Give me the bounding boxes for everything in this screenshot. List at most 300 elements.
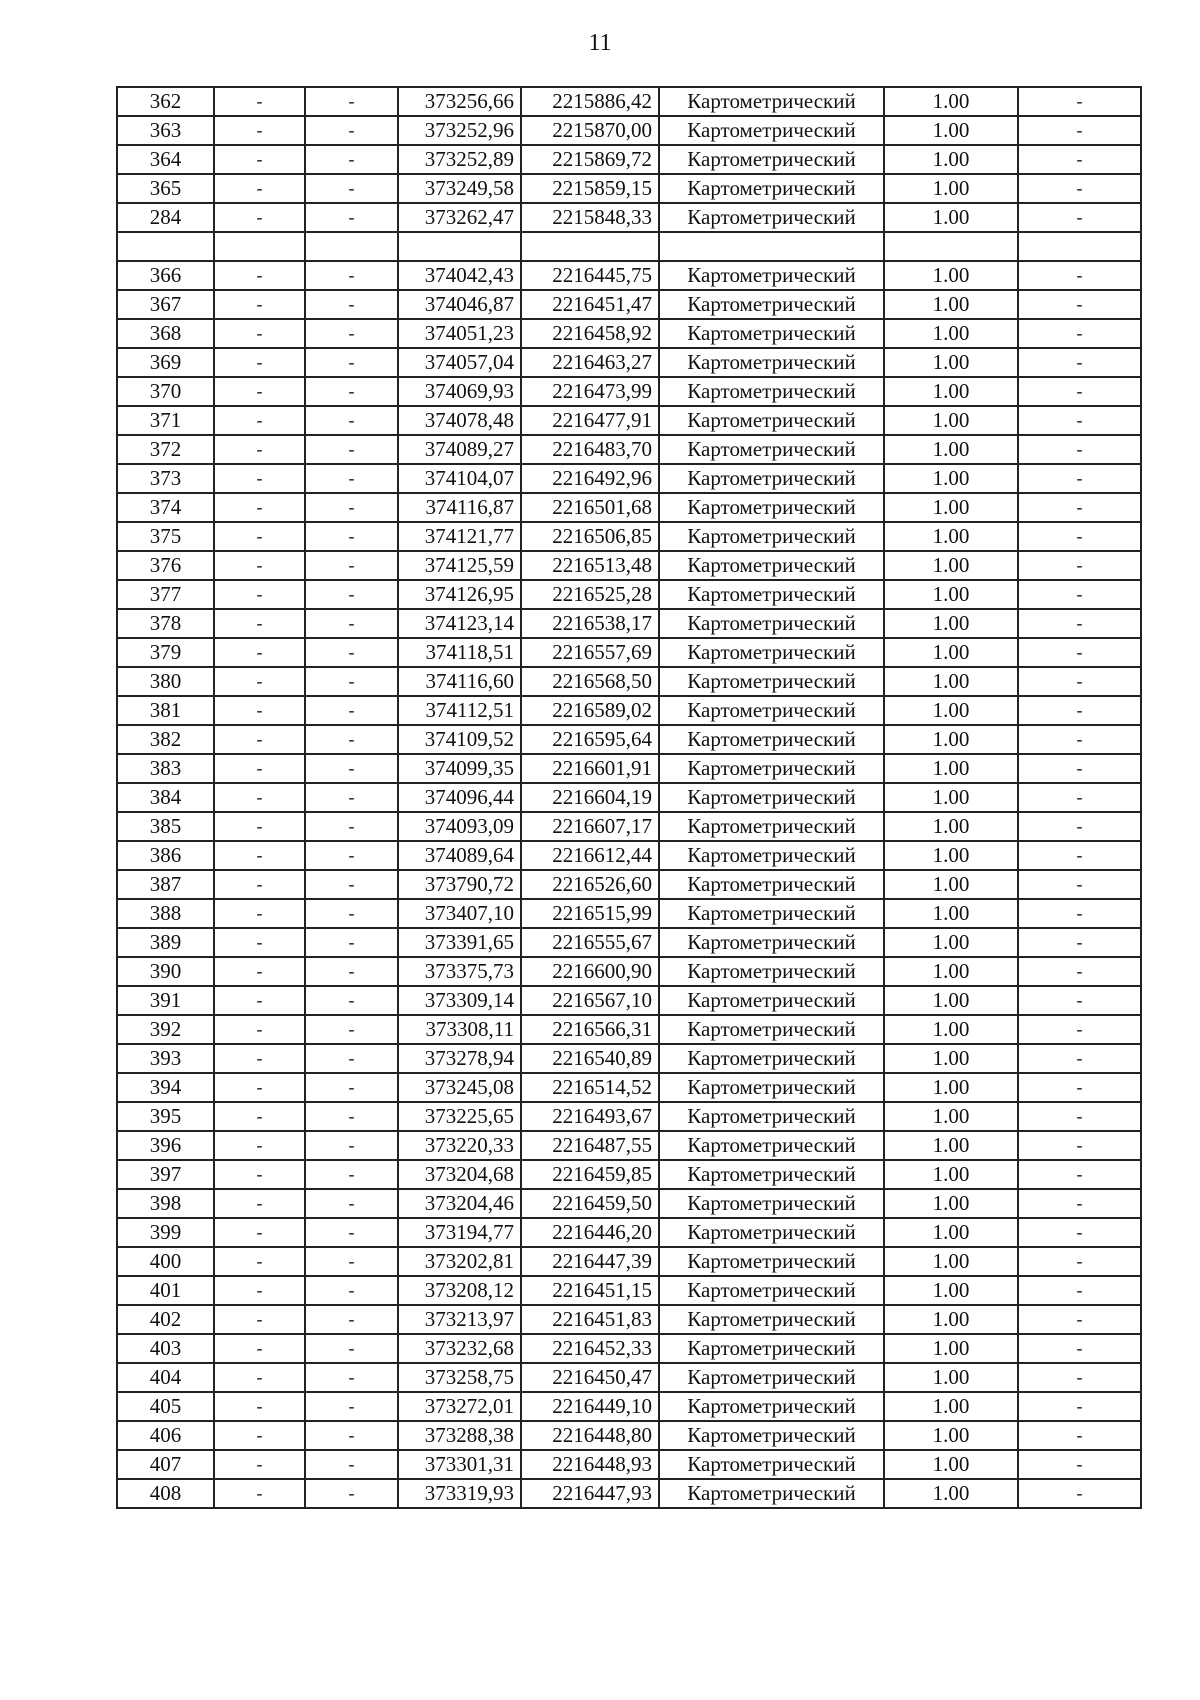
y-coordinate-cell: 2216449,10: [521, 1392, 659, 1421]
point-number-cell: 406: [117, 1421, 214, 1450]
accuracy-cell: 1.00: [884, 1247, 1018, 1276]
x-coordinate-cell: 373194,77: [398, 1218, 521, 1247]
table-row: [117, 1073, 1141, 1102]
dash-cell: -: [1018, 638, 1141, 667]
accuracy-cell: 1.00: [884, 957, 1018, 986]
dash-cell: -: [1018, 522, 1141, 551]
accuracy-cell: 1.00: [884, 290, 1018, 319]
dash-cell: -: [214, 1131, 305, 1160]
table-body: [117, 87, 1141, 1508]
table-row: [117, 580, 1141, 609]
y-coordinate-cell: 2216540,89: [521, 1044, 659, 1073]
x-coordinate-cell: 374109,52: [398, 725, 521, 754]
y-coordinate-cell: 2216604,19: [521, 783, 659, 812]
dash-cell: -: [214, 841, 305, 870]
dash-cell: -: [305, 290, 398, 319]
dash-cell: -: [1018, 87, 1141, 116]
dash-cell: -: [1018, 841, 1141, 870]
x-coordinate-cell: 374096,44: [398, 783, 521, 812]
table-row: [117, 319, 1141, 348]
dash-cell: -: [1018, 1073, 1141, 1102]
point-number-cell: 384: [117, 783, 214, 812]
y-coordinate-cell: 2216463,27: [521, 348, 659, 377]
accuracy-cell: 1.00: [884, 319, 1018, 348]
dash-cell: -: [214, 1363, 305, 1392]
method-cell: Картометрический: [659, 290, 884, 319]
y-coordinate-cell: 2216538,17: [521, 609, 659, 638]
point-number-cell: 364: [117, 145, 214, 174]
dash-cell: -: [214, 1479, 305, 1508]
dash-cell: -: [214, 1189, 305, 1218]
accuracy-cell: 1.00: [884, 1189, 1018, 1218]
accuracy-cell: 1.00: [884, 1160, 1018, 1189]
dash-cell: -: [1018, 928, 1141, 957]
accuracy-cell: 1.00: [884, 435, 1018, 464]
accuracy-cell: 1.00: [884, 928, 1018, 957]
point-number-cell: 370: [117, 377, 214, 406]
x-coordinate-cell: 373790,72: [398, 870, 521, 899]
empty-cell: [1018, 232, 1141, 261]
x-coordinate-cell: 374057,04: [398, 348, 521, 377]
table-row: [117, 928, 1141, 957]
method-cell: Картометрический: [659, 725, 884, 754]
dash-cell: -: [1018, 464, 1141, 493]
dash-cell: -: [305, 203, 398, 232]
dash-cell: -: [305, 1247, 398, 1276]
method-cell: Картометрический: [659, 464, 884, 493]
table-row: [117, 493, 1141, 522]
accuracy-cell: 1.00: [884, 812, 1018, 841]
method-cell: Картометрический: [659, 696, 884, 725]
dash-cell: -: [305, 1421, 398, 1450]
dash-cell: -: [1018, 435, 1141, 464]
dash-cell: -: [1018, 1044, 1141, 1073]
dash-cell: -: [305, 1363, 398, 1392]
y-coordinate-cell: 2216492,96: [521, 464, 659, 493]
point-number-cell: 378: [117, 609, 214, 638]
empty-cell: [884, 232, 1018, 261]
dash-cell: -: [305, 145, 398, 174]
accuracy-cell: 1.00: [884, 1015, 1018, 1044]
y-coordinate-cell: 2216607,17: [521, 812, 659, 841]
dash-cell: -: [305, 754, 398, 783]
x-coordinate-cell: 374125,59: [398, 551, 521, 580]
method-cell: Картометрический: [659, 1305, 884, 1334]
table-row: [117, 1015, 1141, 1044]
method-cell: Картометрический: [659, 1015, 884, 1044]
y-coordinate-cell: 2215848,33: [521, 203, 659, 232]
dash-cell: -: [1018, 754, 1141, 783]
accuracy-cell: 1.00: [884, 1044, 1018, 1073]
x-coordinate-cell: 374104,07: [398, 464, 521, 493]
method-cell: Картометрический: [659, 986, 884, 1015]
method-cell: Картометрический: [659, 1102, 884, 1131]
point-number-cell: 379: [117, 638, 214, 667]
dash-cell: -: [214, 580, 305, 609]
dash-cell: -: [305, 928, 398, 957]
accuracy-cell: 1.00: [884, 1305, 1018, 1334]
table-row: [117, 1276, 1141, 1305]
dash-cell: -: [1018, 493, 1141, 522]
point-number-cell: 395: [117, 1102, 214, 1131]
x-coordinate-cell: 373220,33: [398, 1131, 521, 1160]
method-cell: Картометрический: [659, 203, 884, 232]
dash-cell: -: [305, 1044, 398, 1073]
x-coordinate-cell: 373309,14: [398, 986, 521, 1015]
point-number-cell: 382: [117, 725, 214, 754]
dash-cell: -: [214, 957, 305, 986]
accuracy-cell: 1.00: [884, 348, 1018, 377]
y-coordinate-cell: 2216589,02: [521, 696, 659, 725]
point-number-cell: 381: [117, 696, 214, 725]
method-cell: Картометрический: [659, 87, 884, 116]
dash-cell: -: [214, 551, 305, 580]
point-number-cell: 407: [117, 1450, 214, 1479]
accuracy-cell: 1.00: [884, 1421, 1018, 1450]
dash-cell: -: [214, 145, 305, 174]
x-coordinate-cell: 373407,10: [398, 899, 521, 928]
dash-cell: -: [1018, 174, 1141, 203]
x-coordinate-cell: 373272,01: [398, 1392, 521, 1421]
empty-cell: [659, 232, 884, 261]
table-row: [117, 203, 1141, 232]
dash-cell: -: [305, 464, 398, 493]
x-coordinate-cell: 373232,68: [398, 1334, 521, 1363]
accuracy-cell: 1.00: [884, 87, 1018, 116]
x-coordinate-cell: 374093,09: [398, 812, 521, 841]
accuracy-cell: 1.00: [884, 1392, 1018, 1421]
dash-cell: -: [1018, 1450, 1141, 1479]
dash-cell: -: [1018, 406, 1141, 435]
table-row: [117, 841, 1141, 870]
point-number-cell: 401: [117, 1276, 214, 1305]
point-number-cell: 368: [117, 319, 214, 348]
dash-cell: -: [1018, 1276, 1141, 1305]
x-coordinate-cell: 373202,81: [398, 1247, 521, 1276]
x-coordinate-cell: 373301,31: [398, 1450, 521, 1479]
table-row: [117, 609, 1141, 638]
method-cell: Картометрический: [659, 812, 884, 841]
accuracy-cell: 1.00: [884, 899, 1018, 928]
y-coordinate-cell: 2216601,91: [521, 754, 659, 783]
method-cell: Картометрический: [659, 551, 884, 580]
x-coordinate-cell: 373256,66: [398, 87, 521, 116]
dash-cell: -: [1018, 899, 1141, 928]
dash-cell: -: [1018, 290, 1141, 319]
y-coordinate-cell: 2216493,67: [521, 1102, 659, 1131]
point-number-cell: 402: [117, 1305, 214, 1334]
accuracy-cell: 1.00: [884, 1363, 1018, 1392]
dash-cell: -: [1018, 696, 1141, 725]
y-coordinate-cell: 2216595,64: [521, 725, 659, 754]
dash-cell: -: [1018, 1334, 1141, 1363]
dash-cell: -: [214, 203, 305, 232]
accuracy-cell: 1.00: [884, 203, 1018, 232]
y-coordinate-cell: 2216447,93: [521, 1479, 659, 1508]
dash-cell: -: [305, 174, 398, 203]
table-row: [117, 261, 1141, 290]
dash-cell: -: [305, 261, 398, 290]
dash-cell: -: [305, 1102, 398, 1131]
y-coordinate-cell: 2216567,10: [521, 986, 659, 1015]
dash-cell: -: [1018, 957, 1141, 986]
dash-cell: -: [305, 1450, 398, 1479]
coordinates-table: [116, 86, 1142, 1509]
dash-cell: -: [214, 1218, 305, 1247]
y-coordinate-cell: 2216525,28: [521, 580, 659, 609]
point-number-cell: 408: [117, 1479, 214, 1508]
point-number-cell: 373: [117, 464, 214, 493]
dash-cell: -: [305, 580, 398, 609]
accuracy-cell: 1.00: [884, 609, 1018, 638]
dash-cell: -: [214, 754, 305, 783]
point-number-cell: 369: [117, 348, 214, 377]
x-coordinate-cell: 373375,73: [398, 957, 521, 986]
table-row: [117, 1305, 1141, 1334]
dash-cell: -: [305, 899, 398, 928]
y-coordinate-cell: 2216459,50: [521, 1189, 659, 1218]
method-cell: Картометрический: [659, 580, 884, 609]
dash-cell: -: [214, 870, 305, 899]
dash-cell: -: [1018, 783, 1141, 812]
accuracy-cell: 1.00: [884, 1102, 1018, 1131]
point-number-cell: 375: [117, 522, 214, 551]
accuracy-cell: 1.00: [884, 638, 1018, 667]
point-number-cell: 403: [117, 1334, 214, 1363]
accuracy-cell: 1.00: [884, 377, 1018, 406]
dash-cell: -: [305, 1218, 398, 1247]
y-coordinate-cell: 2216446,20: [521, 1218, 659, 1247]
dash-cell: -: [214, 1392, 305, 1421]
method-cell: Картометрический: [659, 1450, 884, 1479]
method-cell: Картометрический: [659, 1189, 884, 1218]
method-cell: Картометрический: [659, 957, 884, 986]
method-cell: Картометрический: [659, 1421, 884, 1450]
dash-cell: -: [214, 406, 305, 435]
y-coordinate-cell: 2216473,99: [521, 377, 659, 406]
point-number-cell: 377: [117, 580, 214, 609]
point-number-cell: 374: [117, 493, 214, 522]
method-cell: Картометрический: [659, 1218, 884, 1247]
dash-cell: -: [214, 1450, 305, 1479]
dash-cell: -: [1018, 1305, 1141, 1334]
accuracy-cell: 1.00: [884, 1450, 1018, 1479]
y-coordinate-cell: 2216483,70: [521, 435, 659, 464]
method-cell: Картометрический: [659, 1131, 884, 1160]
table-row: [117, 957, 1141, 986]
method-cell: Картометрический: [659, 1044, 884, 1073]
point-number-cell: 387: [117, 870, 214, 899]
method-cell: Картометрический: [659, 1073, 884, 1102]
x-coordinate-cell: 374046,87: [398, 290, 521, 319]
point-number-cell: 389: [117, 928, 214, 957]
table-row: [117, 464, 1141, 493]
table-row: [117, 899, 1141, 928]
table-row: [117, 551, 1141, 580]
y-coordinate-cell: 2216506,85: [521, 522, 659, 551]
method-cell: Картометрический: [659, 899, 884, 928]
accuracy-cell: 1.00: [884, 174, 1018, 203]
y-coordinate-cell: 2216513,48: [521, 551, 659, 580]
table-row: [117, 348, 1141, 377]
dash-cell: -: [214, 725, 305, 754]
x-coordinate-cell: 374099,35: [398, 754, 521, 783]
dash-cell: -: [305, 638, 398, 667]
dash-cell: -: [305, 609, 398, 638]
y-coordinate-cell: 2216447,39: [521, 1247, 659, 1276]
y-coordinate-cell: 2216515,99: [521, 899, 659, 928]
point-number-cell: 392: [117, 1015, 214, 1044]
dash-cell: -: [214, 899, 305, 928]
dash-cell: -: [214, 348, 305, 377]
dash-cell: -: [305, 1015, 398, 1044]
accuracy-cell: 1.00: [884, 116, 1018, 145]
point-number-cell: 390: [117, 957, 214, 986]
dash-cell: -: [1018, 1102, 1141, 1131]
dash-cell: -: [1018, 1189, 1141, 1218]
y-coordinate-cell: 2216452,33: [521, 1334, 659, 1363]
method-cell: Картометрический: [659, 1247, 884, 1276]
dash-cell: -: [305, 87, 398, 116]
y-coordinate-cell: 2216445,75: [521, 261, 659, 290]
table-row: [117, 145, 1141, 174]
x-coordinate-cell: 374089,64: [398, 841, 521, 870]
table-row: [117, 696, 1141, 725]
dash-cell: -: [214, 986, 305, 1015]
dash-cell: -: [214, 928, 305, 957]
method-cell: Картометрический: [659, 928, 884, 957]
dash-cell: -: [214, 1247, 305, 1276]
dash-cell: -: [1018, 1421, 1141, 1450]
dash-cell: -: [305, 1334, 398, 1363]
table-row: [117, 116, 1141, 145]
accuracy-cell: 1.00: [884, 464, 1018, 493]
x-coordinate-cell: 373319,93: [398, 1479, 521, 1508]
x-coordinate-cell: 373252,96: [398, 116, 521, 145]
dash-cell: -: [1018, 261, 1141, 290]
x-coordinate-cell: 374118,51: [398, 638, 521, 667]
accuracy-cell: 1.00: [884, 725, 1018, 754]
point-number-cell: 394: [117, 1073, 214, 1102]
accuracy-cell: 1.00: [884, 580, 1018, 609]
dash-cell: -: [214, 493, 305, 522]
x-coordinate-cell: 373391,65: [398, 928, 521, 957]
dash-cell: -: [214, 1073, 305, 1102]
dash-cell: -: [305, 696, 398, 725]
accuracy-cell: 1.00: [884, 783, 1018, 812]
point-number-cell: 388: [117, 899, 214, 928]
dash-cell: -: [214, 1015, 305, 1044]
dash-cell: -: [305, 1276, 398, 1305]
table-row: [117, 406, 1141, 435]
dash-cell: -: [214, 290, 305, 319]
accuracy-cell: 1.00: [884, 667, 1018, 696]
y-coordinate-cell: 2216514,52: [521, 1073, 659, 1102]
accuracy-cell: 1.00: [884, 754, 1018, 783]
dash-cell: -: [214, 812, 305, 841]
method-cell: Картометрический: [659, 841, 884, 870]
accuracy-cell: 1.00: [884, 986, 1018, 1015]
point-number-cell: 284: [117, 203, 214, 232]
table-row: [117, 1392, 1141, 1421]
dash-cell: -: [214, 174, 305, 203]
x-coordinate-cell: 374123,14: [398, 609, 521, 638]
dash-cell: -: [1018, 580, 1141, 609]
table-row: [117, 1247, 1141, 1276]
dash-cell: -: [214, 1276, 305, 1305]
dash-cell: -: [1018, 145, 1141, 174]
dash-cell: -: [1018, 1015, 1141, 1044]
method-cell: Картометрический: [659, 1479, 884, 1508]
dash-cell: -: [305, 725, 398, 754]
method-cell: Картометрический: [659, 319, 884, 348]
dash-cell: -: [305, 116, 398, 145]
accuracy-cell: 1.00: [884, 493, 1018, 522]
dash-cell: -: [214, 464, 305, 493]
accuracy-cell: 1.00: [884, 1131, 1018, 1160]
accuracy-cell: 1.00: [884, 696, 1018, 725]
empty-cell: [521, 232, 659, 261]
accuracy-cell: 1.00: [884, 841, 1018, 870]
method-cell: Картометрический: [659, 1392, 884, 1421]
dash-cell: -: [214, 1044, 305, 1073]
method-cell: Картометрический: [659, 522, 884, 551]
y-coordinate-cell: 2216612,44: [521, 841, 659, 870]
table-row: [117, 986, 1141, 1015]
table-row: [117, 1479, 1141, 1508]
method-cell: Картометрический: [659, 116, 884, 145]
accuracy-cell: 1.00: [884, 406, 1018, 435]
dash-cell: -: [305, 348, 398, 377]
x-coordinate-cell: 374089,27: [398, 435, 521, 464]
y-coordinate-cell: 2216501,68: [521, 493, 659, 522]
point-number-cell: 367: [117, 290, 214, 319]
accuracy-cell: 1.00: [884, 261, 1018, 290]
x-coordinate-cell: 373258,75: [398, 1363, 521, 1392]
empty-cell: [214, 232, 305, 261]
x-coordinate-cell: 374126,95: [398, 580, 521, 609]
dash-cell: -: [305, 1479, 398, 1508]
method-cell: Картометрический: [659, 377, 884, 406]
x-coordinate-cell: 374112,51: [398, 696, 521, 725]
accuracy-cell: 1.00: [884, 551, 1018, 580]
dash-cell: -: [1018, 667, 1141, 696]
dash-cell: -: [1018, 116, 1141, 145]
dash-cell: -: [1018, 1131, 1141, 1160]
table-row: [117, 1421, 1141, 1450]
point-number-cell: 362: [117, 87, 214, 116]
x-coordinate-cell: 374116,87: [398, 493, 521, 522]
y-coordinate-cell: 2215859,15: [521, 174, 659, 203]
method-cell: Картометрический: [659, 1363, 884, 1392]
method-cell: Картометрический: [659, 348, 884, 377]
accuracy-cell: 1.00: [884, 1276, 1018, 1305]
method-cell: Картометрический: [659, 754, 884, 783]
dash-cell: -: [305, 1073, 398, 1102]
dash-cell: -: [305, 1160, 398, 1189]
method-cell: Картометрический: [659, 870, 884, 899]
method-cell: Картометрический: [659, 783, 884, 812]
dash-cell: -: [214, 319, 305, 348]
y-coordinate-cell: 2216459,85: [521, 1160, 659, 1189]
dash-cell: -: [1018, 348, 1141, 377]
empty-cell: [398, 232, 521, 261]
y-coordinate-cell: 2216448,80: [521, 1421, 659, 1450]
dash-cell: -: [305, 841, 398, 870]
x-coordinate-cell: 373249,58: [398, 174, 521, 203]
x-coordinate-cell: 373225,65: [398, 1102, 521, 1131]
x-coordinate-cell: 373208,12: [398, 1276, 521, 1305]
